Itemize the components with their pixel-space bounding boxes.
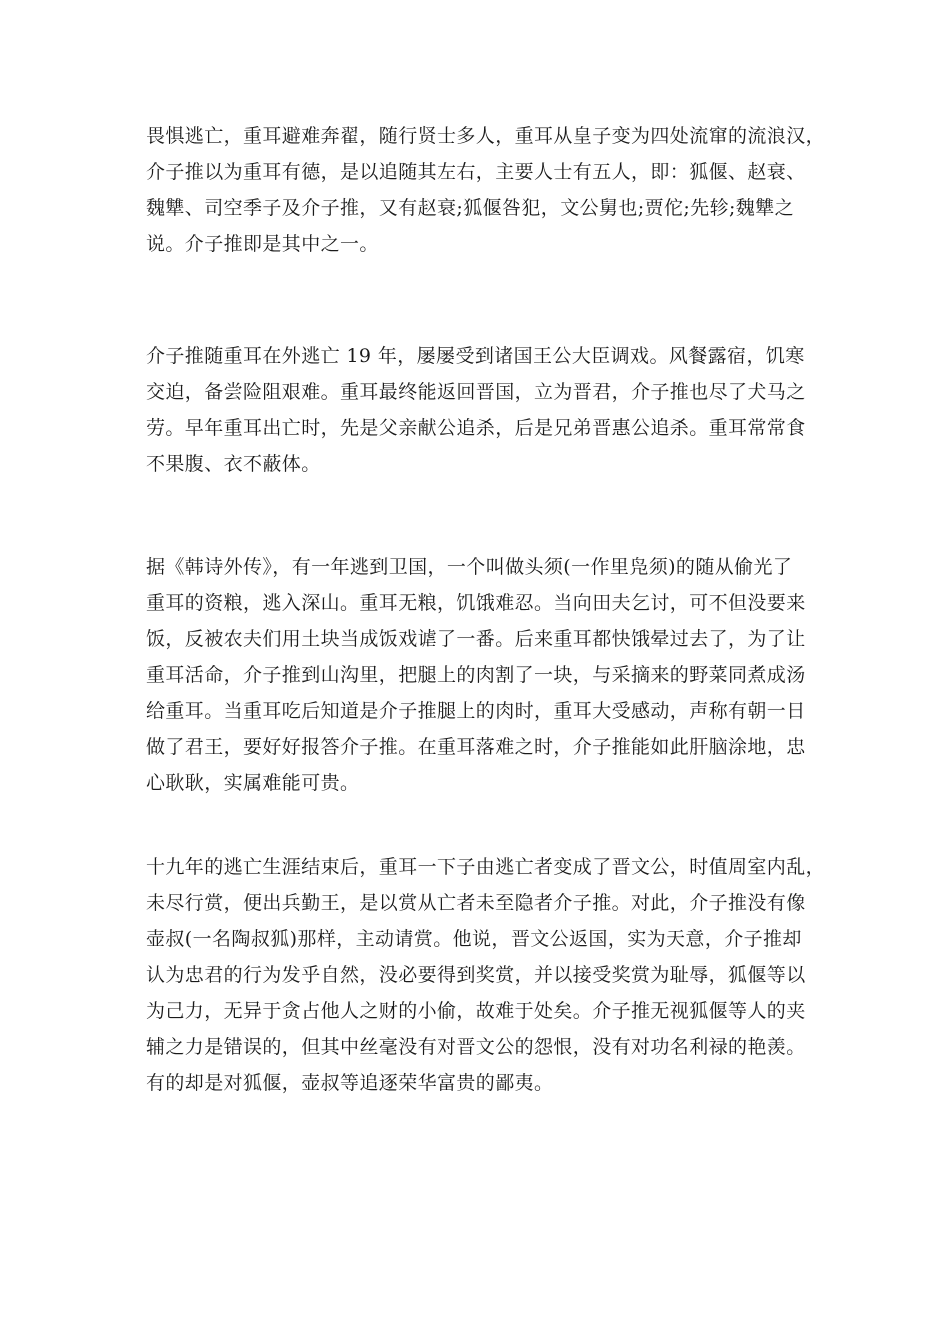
text-line: 做了君王，要好好报答介子推。在重耳落难之时，介子推能如此肝脑涂地，忠 <box>146 736 806 758</box>
text-line: 魏犨、司空季子及介子推，又有赵衰;狐偃咎犯，文公舅也;贾佗;先轸;魏犨之 <box>146 197 795 219</box>
text-line: 给重耳。当重耳吃后知道是介子推腿上的肉时，重耳大受感动，声称有朝一日 <box>146 700 806 722</box>
text-line: 介子推随重耳在外逃亡 19 年，屡屡受到诸国王公大臣调戏。风餐露宿，饥寒 <box>146 345 805 367</box>
text-line: 劳。早年重耳出亡时，先是父亲献公追杀，后是兄弟晋惠公追杀。重耳常常食 <box>146 417 806 439</box>
paragraph-han-shi-wai-zhuan <box>146 549 846 801</box>
text-line: 据《韩诗外传》，有一年逃到卫国，一个叫做头须(一作里凫须)的随从偷光了 <box>146 556 793 578</box>
text-line: 重耳的资粮，逃入深山。重耳无粮，饥饿难忍。当向田夫乞讨，可不但没要来 <box>146 592 806 614</box>
text-line: 饭，反被农夫们用土块当成饭戏谑了一番。后来重耳都快饿晕过去了，为了让 <box>146 628 806 650</box>
text-line: 有的却是对狐偃，壶叔等追逐荣华富贵的鄙夷。 <box>146 1072 554 1094</box>
text-line: 未尽行赏，便出兵勤王，是以赏从亡者未至隐者介子推。对此，介子推没有像 <box>146 892 806 914</box>
text-line: 壶叔(一名陶叔狐)那样，主动请赏。他说，晋文公返国，实为天意，介子推却 <box>146 928 802 950</box>
text-line: 辅之力是错误的，但其中丝毫没有对晋文公的怨恨，没有对功名利禄的艳羡。 <box>146 1036 806 1058</box>
text-line: 认为忠君的行为发乎自然，没必要得到奖赏，并以接受奖赏为耻辱，狐偃等以 <box>146 964 806 986</box>
paragraph-end-of-exile <box>146 849 846 1101</box>
text-line: 十九年的逃亡生涯结束后，重耳一下子由逃亡者变成了晋文公，时值周室内乱， <box>146 856 826 878</box>
text-line: 交迫，备尝险阻艰难。重耳最终能返回晋国，立为晋君，介子推也尽了犬马之 <box>146 381 806 403</box>
text-line: 重耳活命，介子推到山沟里，把腿上的肉割了一块，与采摘来的野菜同煮成汤 <box>146 664 806 686</box>
text-line: 畏惧逃亡，重耳避难奔翟，随行贤士多人，重耳从皇子变为四处流窜的流浪汉， <box>146 125 826 147</box>
text-line: 说。介子推即是其中之一。 <box>146 233 379 255</box>
text-line: 心耿耿，实属难能可贵。 <box>146 772 360 794</box>
paragraph-exile-companions <box>146 118 846 262</box>
paragraph-nineteen-years <box>146 338 846 482</box>
text-line: 不果腹、衣不蔽体。 <box>146 453 321 475</box>
text-line: 为己力，无异于贪占他人之财的小偷，故难于处矣。介子推无视狐偃等人的夹 <box>146 1000 806 1022</box>
text-line: 介子推以为重耳有德，是以追随其左右，主要人士有五人，即：狐偃、赵衰、 <box>146 161 806 183</box>
